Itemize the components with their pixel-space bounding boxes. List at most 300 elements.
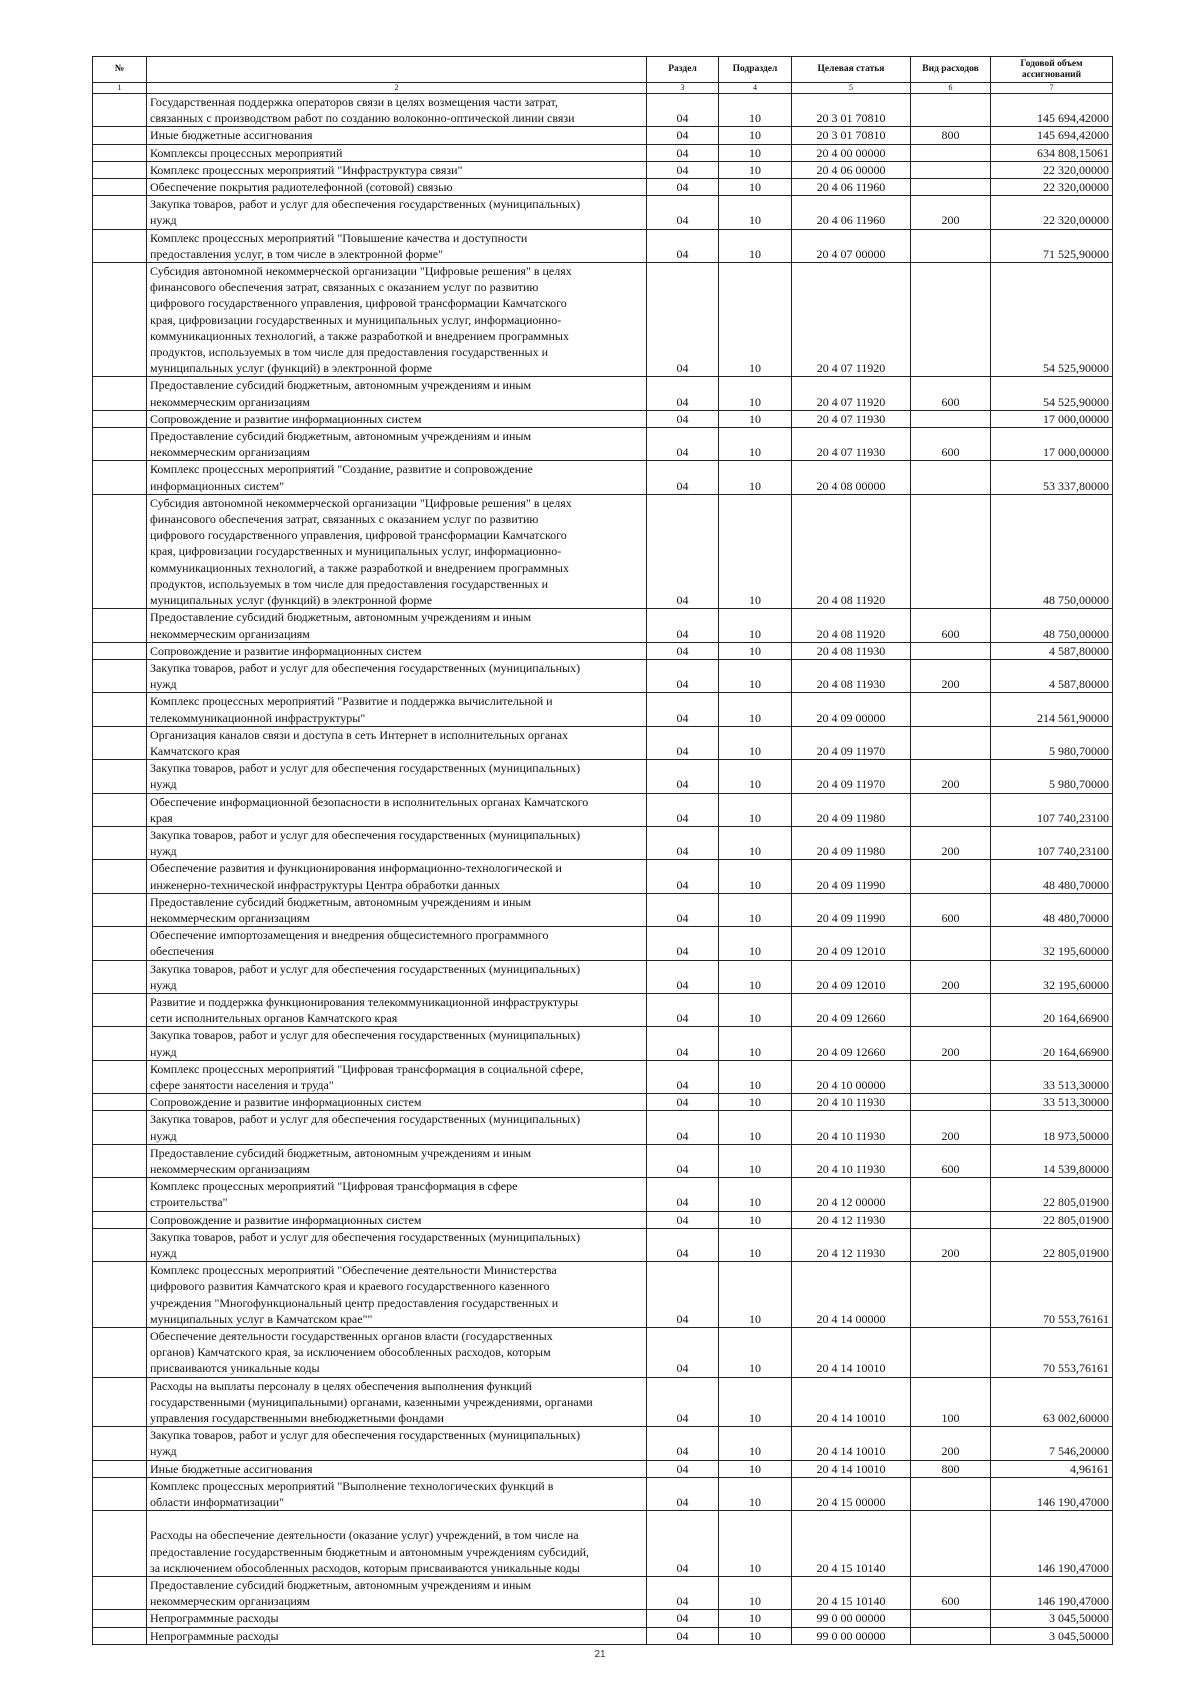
page-number: 21: [594, 1649, 606, 1660]
row-expense-type: 200: [911, 659, 991, 692]
table-row: [93, 1228, 1113, 1261]
row-number: [93, 1094, 147, 1111]
row-target-article: 20 4 15 10140: [792, 1511, 911, 1577]
row-number: [93, 428, 147, 461]
row-subsection: 10: [719, 494, 792, 608]
row-number: [93, 461, 147, 494]
table-header: [93, 57, 1113, 94]
row-number: [93, 94, 147, 127]
row-amount: 3 045,50000: [991, 1627, 1113, 1644]
row-expense-type: 200: [911, 1111, 991, 1144]
row-amount: 3 045,50000: [991, 1610, 1113, 1627]
row-expense-type: [911, 1060, 991, 1093]
row-section: 04: [647, 144, 719, 161]
row-name: Предоставление субсидий бюджетным, автономным учреждениям и иным некоммерческим организациям: [147, 609, 647, 642]
row-target-article: 20 4 08 11920: [792, 494, 911, 608]
row-section: 04: [647, 1328, 719, 1378]
row-expense-type: [911, 144, 991, 161]
row-subsection: 10: [719, 609, 792, 642]
row-name: Организация каналов связи и доступа в сеть Интернет в исполнительных органах Камчатского края: [147, 726, 647, 759]
row-name: Закупка товаров, работ и услуг для обеспечения государственных (муниципальных) нужд: [147, 659, 647, 692]
row-name: Закупка товаров, работ и услуг для обеспечения государственных (муниципальных) нужд: [147, 1427, 647, 1460]
row-name: Закупка товаров, работ и услуг для обеспечения государственных (муниципальных) нужд: [147, 1027, 647, 1060]
row-number: [93, 494, 147, 608]
row-number: [93, 927, 147, 960]
column-number: 2: [147, 83, 647, 94]
row-target-article: 20 4 15 00000: [792, 1477, 911, 1510]
row-target-article: 20 4 14 10010: [792, 1328, 911, 1378]
table-row: [93, 127, 1113, 144]
row-section: 04: [647, 893, 719, 926]
row-subsection: 10: [719, 860, 792, 893]
row-amount: 17 000,00000: [991, 428, 1113, 461]
row-amount: 54 525,90000: [991, 263, 1113, 377]
row-amount: 54 525,90000: [991, 377, 1113, 410]
row-expense-type: [911, 494, 991, 608]
column-numbers-row: [93, 83, 1113, 94]
row-amount: 146 190,47000: [991, 1477, 1113, 1510]
row-amount: 63 002,60000: [991, 1377, 1113, 1427]
row-expense-type: [911, 1610, 991, 1627]
row-number: [93, 993, 147, 1026]
row-target-article: 20 3 01 70810: [792, 127, 911, 144]
row-amount: 146 190,47000: [991, 1577, 1113, 1610]
row-name: Субсидия автономной некоммерческой организации "Цифровые решения" в целях финансового обеспечения затрат, связанных с оказанием услуг по развитию цифрового государственного управления, цифровой трансформации Камчатского края, цифровизации государственных и муниципальных услуг, информационно- коммуникационных технологий, а также разработкой и внедрением программных продуктов, используемых в том числе для предоставления государственных и муниципальных услуг (функций) в электронной форме: [147, 494, 647, 608]
row-name: Обеспечение покрытия радиотелефонной (сотовой) связью: [147, 179, 647, 196]
row-amount: 107 740,23100: [991, 826, 1113, 859]
row-name: Сопровождение и развитие информационных систем: [147, 1094, 647, 1111]
row-number: [93, 263, 147, 377]
row-subsection: 10: [719, 927, 792, 960]
row-expense-type: 800: [911, 127, 991, 144]
row-expense-type: 200: [911, 1228, 991, 1261]
row-name: Субсидия автономной некоммерческой организации "Цифровые решения" в целях финансового обеспечения затрат, связанных с оказанием услуг по развитию цифрового государственного управления, цифровой трансформации Камчатского края, цифровизации государственных и муниципальных услуг, информационно- коммуникационных технологий, а также разработкой и внедрением программных продуктов, используемых в том числе для предоставления государственных и муниципальных услуг (функций) в электронной форме: [147, 263, 647, 377]
row-section: 04: [647, 1477, 719, 1510]
row-name: Комплекс процессных мероприятий "Повышение качества и доступности предоставления услуг, в том числе в электронной форме": [147, 229, 647, 262]
header-annual-allocation: Годовой объем ассигнований: [991, 57, 1113, 83]
row-target-article: 20 4 14 10010: [792, 1427, 911, 1460]
row-expense-type: 600: [911, 893, 991, 926]
row-section: 04: [647, 1460, 719, 1477]
row-amount: 71 525,90000: [991, 229, 1113, 262]
row-expense-type: [911, 1328, 991, 1378]
row-subsection: 10: [719, 461, 792, 494]
row-amount: 18 973,50000: [991, 1111, 1113, 1144]
row-target-article: 20 4 09 12010: [792, 960, 911, 993]
row-amount: 7 546,20000: [991, 1427, 1113, 1460]
table-row: [93, 1377, 1113, 1427]
row-section: 04: [647, 1060, 719, 1093]
row-name: Закупка товаров, работ и услуг для обеспечения государственных (муниципальных) нужд: [147, 760, 647, 793]
row-subsection: 10: [719, 726, 792, 759]
column-number: 7: [991, 83, 1113, 94]
row-section: 04: [647, 1610, 719, 1627]
table-row: [93, 263, 1113, 377]
row-subsection: 10: [719, 1477, 792, 1510]
table-row: [93, 229, 1113, 262]
row-subsection: 10: [719, 960, 792, 993]
row-section: 04: [647, 1144, 719, 1177]
table-row: [93, 960, 1113, 993]
table-row: [93, 179, 1113, 196]
row-subsection: 10: [719, 1060, 792, 1093]
row-target-article: 20 4 14 10010: [792, 1377, 911, 1427]
header-number: №: [93, 57, 147, 83]
row-target-article: 20 4 07 11920: [792, 377, 911, 410]
row-section: 04: [647, 428, 719, 461]
row-number: [93, 1460, 147, 1477]
row-section: 04: [647, 659, 719, 692]
table-row: [93, 659, 1113, 692]
row-section: 04: [647, 993, 719, 1026]
row-name: Комплекс процессных мероприятий "Обеспечение деятельности Министерства цифрового развития Камчатского края и краевого государственного казенного учреждения "Многофункциональный центр предоставления государственных и муниципальных услуг в Камчатском крае"": [147, 1262, 647, 1328]
row-amount: 70 553,76161: [991, 1262, 1113, 1328]
row-subsection: 10: [719, 1377, 792, 1427]
row-expense-type: 200: [911, 1027, 991, 1060]
row-subsection: 10: [719, 263, 792, 377]
row-amount: 214 561,90000: [991, 693, 1113, 726]
row-number: [93, 1328, 147, 1378]
header-subsection: Подраздел: [719, 57, 792, 83]
row-section: 04: [647, 860, 719, 893]
row-expense-type: 600: [911, 1577, 991, 1610]
row-expense-type: [911, 1627, 991, 1644]
row-section: 04: [647, 927, 719, 960]
row-expense-type: 600: [911, 377, 991, 410]
budget-page: [92, 56, 1112, 1645]
row-name: Обеспечение деятельности государственных органов власти (государственных органов) Камчатского края, за исключением обособленных расходов, которым присваиваются уникальные коды: [147, 1328, 647, 1378]
row-section: 04: [647, 263, 719, 377]
row-amount: 48 750,00000: [991, 609, 1113, 642]
row-amount: 33 513,30000: [991, 1094, 1113, 1111]
row-expense-type: [911, 1178, 991, 1211]
column-number: 5: [792, 83, 911, 94]
table-row: [93, 1477, 1113, 1510]
table-row: [93, 1460, 1113, 1477]
row-number: [93, 1262, 147, 1328]
table-body: [93, 94, 1113, 1645]
row-number: [93, 1178, 147, 1211]
row-amount: 4,96161: [991, 1460, 1113, 1477]
row-section: 04: [647, 1377, 719, 1427]
row-name: Обеспечение информационной безопасности в исполнительных органах Камчатского края: [147, 793, 647, 826]
table-row: [93, 1627, 1113, 1644]
row-expense-type: 800: [911, 1460, 991, 1477]
row-subsection: 10: [719, 1178, 792, 1211]
table-row: [93, 1262, 1113, 1328]
row-number: [93, 196, 147, 229]
row-section: 04: [647, 1027, 719, 1060]
row-number: [93, 693, 147, 726]
row-amount: 48 750,00000: [991, 494, 1113, 608]
row-section: 04: [647, 196, 719, 229]
row-subsection: 10: [719, 1262, 792, 1328]
row-target-article: 20 4 09 12660: [792, 1027, 911, 1060]
row-section: 04: [647, 1577, 719, 1610]
row-amount: 48 480,70000: [991, 893, 1113, 926]
row-target-article: 20 4 07 00000: [792, 229, 911, 262]
row-target-article: 20 3 01 70810: [792, 94, 911, 127]
row-subsection: 10: [719, 1094, 792, 1111]
row-section: 04: [647, 1228, 719, 1261]
row-target-article: 20 4 08 11920: [792, 609, 911, 642]
header-name: [147, 57, 647, 83]
row-expense-type: [911, 263, 991, 377]
row-expense-type: [911, 161, 991, 178]
table-row: [93, 927, 1113, 960]
row-subsection: 10: [719, 1427, 792, 1460]
row-subsection: 10: [719, 1111, 792, 1144]
row-amount: 14 539,80000: [991, 1144, 1113, 1177]
row-expense-type: [911, 927, 991, 960]
table-row: [93, 1427, 1113, 1460]
row-target-article: 20 4 09 11970: [792, 760, 911, 793]
row-section: 04: [647, 960, 719, 993]
row-number: [93, 960, 147, 993]
row-subsection: 10: [719, 1027, 792, 1060]
table-row: [93, 893, 1113, 926]
row-section: 04: [647, 1427, 719, 1460]
table-row: [93, 196, 1113, 229]
row-name: Закупка товаров, работ и услуг для обеспечения государственных (муниципальных) нужд: [147, 960, 647, 993]
row-name: Комплекс процессных мероприятий "Цифровая трансформация в сфере строительства": [147, 1178, 647, 1211]
table-row: [93, 1511, 1113, 1577]
row-name: Комплекс процессных мероприятий "Развитие и поддержка вычислительной и телекоммуникационной инфраструктуры": [147, 693, 647, 726]
row-amount: 33 513,30000: [991, 1060, 1113, 1093]
table-row: [93, 793, 1113, 826]
row-subsection: 10: [719, 1328, 792, 1378]
row-target-article: 20 4 12 00000: [792, 1178, 911, 1211]
row-target-article: 20 4 06 00000: [792, 161, 911, 178]
table-row: [93, 461, 1113, 494]
row-number: [93, 1477, 147, 1510]
row-amount: 4 587,80000: [991, 659, 1113, 692]
row-name: Закупка товаров, работ и услуг для обеспечения государственных (муниципальных) нужд: [147, 1111, 647, 1144]
row-target-article: 20 4 08 00000: [792, 461, 911, 494]
row-subsection: 10: [719, 196, 792, 229]
row-subsection: 10: [719, 642, 792, 659]
row-name: Закупка товаров, работ и услуг для обеспечения государственных (муниципальных) нужд: [147, 196, 647, 229]
table-row: [93, 1577, 1113, 1610]
header-expense-type: Вид расходов: [911, 57, 991, 83]
row-target-article: 20 4 06 11960: [792, 196, 911, 229]
row-target-article: 20 4 09 11980: [792, 826, 911, 859]
table-row: [93, 494, 1113, 608]
row-target-article: 20 4 14 00000: [792, 1262, 911, 1328]
row-section: 04: [647, 461, 719, 494]
row-target-article: 20 4 07 11930: [792, 428, 911, 461]
row-amount: 48 480,70000: [991, 860, 1113, 893]
row-name: Иные бюджетные ассигнования: [147, 1460, 647, 1477]
row-amount: 145 694,42000: [991, 94, 1113, 127]
row-expense-type: 600: [911, 428, 991, 461]
row-target-article: 20 4 07 11920: [792, 263, 911, 377]
row-section: 04: [647, 494, 719, 608]
row-section: 04: [647, 1511, 719, 1577]
table-row: [93, 94, 1113, 127]
row-subsection: 10: [719, 229, 792, 262]
table-row: [93, 993, 1113, 1026]
row-number: [93, 893, 147, 926]
row-target-article: 20 4 12 11930: [792, 1228, 911, 1261]
row-amount: 5 980,70000: [991, 726, 1113, 759]
row-target-article: 20 4 09 11990: [792, 860, 911, 893]
row-number: [93, 1577, 147, 1610]
row-number: [93, 1511, 147, 1577]
row-number: [93, 1228, 147, 1261]
row-name: Иные бюджетные ассигнования: [147, 127, 647, 144]
row-target-article: 20 4 14 10010: [792, 1460, 911, 1477]
row-number: [93, 659, 147, 692]
row-target-article: 20 4 10 00000: [792, 1060, 911, 1093]
row-expense-type: 600: [911, 609, 991, 642]
row-number: [93, 1060, 147, 1093]
row-section: 04: [647, 229, 719, 262]
row-amount: 4 587,80000: [991, 642, 1113, 659]
row-expense-type: 100: [911, 1377, 991, 1427]
row-name: Развитие и поддержка функционирования телекоммуникационной инфраструктуры сети исполнительных органов Камчатского края: [147, 993, 647, 1026]
row-target-article: 20 4 06 11960: [792, 179, 911, 196]
row-name: Непрограммные расходы: [147, 1627, 647, 1644]
row-amount: 22 805,01900: [991, 1228, 1113, 1261]
row-amount: 634 808,15061: [991, 144, 1113, 161]
row-amount: 22 805,01900: [991, 1178, 1113, 1211]
table-row: [93, 760, 1113, 793]
row-section: 04: [647, 609, 719, 642]
row-number: [93, 229, 147, 262]
row-section: 04: [647, 726, 719, 759]
row-number: [93, 127, 147, 144]
row-target-article: 20 4 00 00000: [792, 144, 911, 161]
row-subsection: 10: [719, 1610, 792, 1627]
row-expense-type: [911, 793, 991, 826]
row-amount: 107 740,23100: [991, 793, 1113, 826]
row-section: 04: [647, 1627, 719, 1644]
row-target-article: 20 4 08 11930: [792, 642, 911, 659]
table-row: [93, 642, 1113, 659]
row-expense-type: [911, 1211, 991, 1228]
row-subsection: 10: [719, 659, 792, 692]
row-expense-type: [911, 1477, 991, 1510]
row-expense-type: [911, 860, 991, 893]
row-section: 04: [647, 161, 719, 178]
row-section: 04: [647, 179, 719, 196]
row-expense-type: 200: [911, 760, 991, 793]
row-subsection: 10: [719, 826, 792, 859]
row-expense-type: 600: [911, 1144, 991, 1177]
row-expense-type: 200: [911, 960, 991, 993]
row-subsection: 10: [719, 793, 792, 826]
row-expense-type: [911, 179, 991, 196]
row-subsection: 10: [719, 1460, 792, 1477]
column-number: 1: [93, 83, 147, 94]
table-row: [93, 726, 1113, 759]
table-row: [93, 410, 1113, 427]
row-subsection: 10: [719, 760, 792, 793]
row-amount: 20 164,66900: [991, 993, 1113, 1026]
row-name: Государственная поддержка операторов связи в целях возмещения части затрат, связанных с производством работ по созданию волоконно-оптической линии связи: [147, 94, 647, 127]
row-amount: 145 694,42000: [991, 127, 1113, 144]
row-name: Комплекс процессных мероприятий "Инфраструктура связи": [147, 161, 647, 178]
row-name: Предоставление субсидий бюджетным, автономным учреждениям и иным некоммерческим организациям: [147, 1577, 647, 1610]
row-target-article: 20 4 09 12660: [792, 993, 911, 1026]
table-row: [93, 161, 1113, 178]
row-amount: 5 980,70000: [991, 760, 1113, 793]
column-number: 4: [719, 83, 792, 94]
row-expense-type: [911, 993, 991, 1026]
row-amount: 17 000,00000: [991, 410, 1113, 427]
row-number: [93, 726, 147, 759]
row-target-article: 20 4 09 00000: [792, 693, 911, 726]
row-name: Закупка товаров, работ и услуг для обеспечения государственных (муниципальных) нужд: [147, 826, 647, 859]
table-row: [93, 377, 1113, 410]
row-name: Предоставление субсидий бюджетным, автономным учреждениям и иным некоммерческим организациям: [147, 377, 647, 410]
row-target-article: 20 4 10 11930: [792, 1094, 911, 1111]
row-section: 04: [647, 94, 719, 127]
table-row: [93, 1060, 1113, 1093]
row-number: [93, 1211, 147, 1228]
row-section: 04: [647, 1262, 719, 1328]
table-row: [93, 1094, 1113, 1111]
table-row: [93, 144, 1113, 161]
row-amount: 22 320,00000: [991, 161, 1113, 178]
row-amount: 22 805,01900: [991, 1211, 1113, 1228]
row-name: Закупка товаров, работ и услуг для обеспечения государственных (муниципальных) нужд: [147, 1228, 647, 1261]
row-name: Предоставление субсидий бюджетным, автономным учреждениям и иным некоммерческим организациям: [147, 428, 647, 461]
row-name: Комплекс процессных мероприятий "Выполнение технологических функций в области информатизации": [147, 1477, 647, 1510]
table-row: [93, 1211, 1113, 1228]
row-expense-type: [911, 726, 991, 759]
row-number: [93, 1027, 147, 1060]
row-number: [93, 1610, 147, 1627]
table-row: [93, 1178, 1113, 1211]
row-name: Сопровождение и развитие информационных систем: [147, 1211, 647, 1228]
table-row: [93, 693, 1113, 726]
row-name: Предоставление субсидий бюджетным, автономным учреждениям и иным некоммерческим организациям: [147, 1144, 647, 1177]
table-row: [93, 1027, 1113, 1060]
row-number: [93, 1627, 147, 1644]
row-amount: 32 195,60000: [991, 960, 1113, 993]
row-section: 04: [647, 760, 719, 793]
column-number: 3: [647, 83, 719, 94]
row-target-article: 20 4 09 11970: [792, 726, 911, 759]
row-subsection: 10: [719, 1211, 792, 1228]
row-number: [93, 860, 147, 893]
row-number: [93, 760, 147, 793]
row-target-article: 20 4 09 11980: [792, 793, 911, 826]
row-expense-type: [911, 693, 991, 726]
row-name: Расходы на выплаты персоналу в целях обеспечения выполнения функций государственными (муниципальными) органами, казенными учреждениями, органами управления государственными внебюджетными фондами: [147, 1377, 647, 1427]
row-section: 04: [647, 1111, 719, 1144]
row-number: [93, 410, 147, 427]
row-section: 04: [647, 377, 719, 410]
header-target-article: Целевая статья: [792, 57, 911, 83]
row-subsection: 10: [719, 179, 792, 196]
row-name: Непрограммные расходы: [147, 1610, 647, 1627]
row-target-article: 20 4 08 11930: [792, 659, 911, 692]
row-name: Обеспечение импортозамещения и внедрения общесистемного программного обеспечения: [147, 927, 647, 960]
row-subsection: 10: [719, 1228, 792, 1261]
table-row: [93, 860, 1113, 893]
row-section: 04: [647, 642, 719, 659]
row-subsection: 10: [719, 993, 792, 1026]
row-name: Сопровождение и развитие информационных систем: [147, 642, 647, 659]
row-name: Комплексы процессных мероприятий: [147, 144, 647, 161]
row-amount: 22 320,00000: [991, 179, 1113, 196]
row-name: Расходы на обеспечение деятельности (оказание услуг) учреждений, в том числе на предоставление государственным бюджетным и автономным учреждениям субсидий, за исключением обособленных расходов, которым присваиваются уникальные коды: [147, 1511, 647, 1577]
row-subsection: 10: [719, 1144, 792, 1177]
row-expense-type: [911, 461, 991, 494]
